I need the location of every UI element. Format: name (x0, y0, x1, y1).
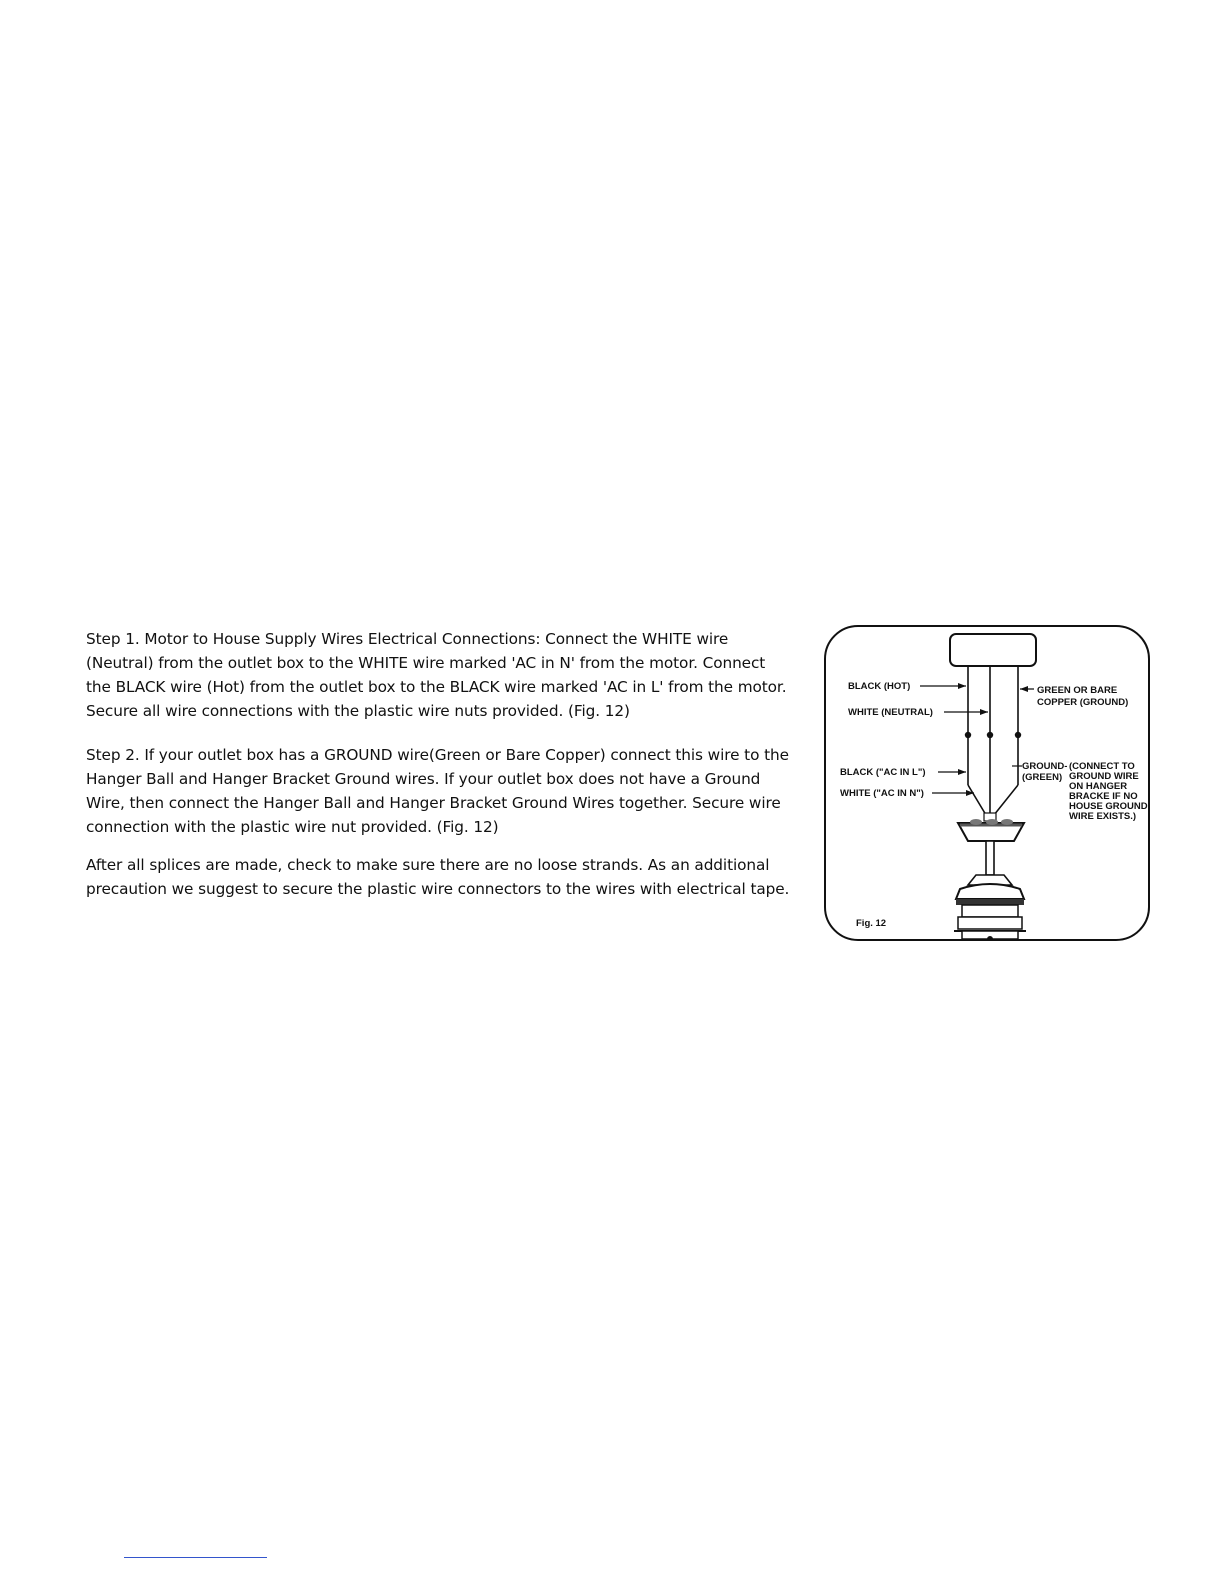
splice-note-text: After all splices are made, check to make sure there are no loose strands. As an additional precaution we suggest to secure the plastic wire connectors to the wires with electrical tape. (86, 856, 790, 898)
label-green-bare-2: COPPER (GROUND) (1037, 697, 1129, 708)
figure-caption: Fig. 12 (856, 918, 887, 929)
wiring-diagram (826, 627, 1150, 941)
downrod-shape (986, 841, 994, 875)
label-connect-4: BRACKE IF NO (1069, 791, 1138, 802)
motor-band (956, 899, 1024, 905)
motor-top-shape (956, 884, 1024, 899)
canopy-screw-mid (986, 819, 998, 825)
label-ground-2: (GREEN) (1022, 772, 1063, 783)
label-ground-1: GROUND- (1022, 761, 1068, 772)
label-connect-3: ON HANGER (1069, 781, 1128, 792)
step-2-text: Step 2. If your outlet box has a GROUND wire(Green or Bare Copper) connect this wire to the Hanger Ball and Hanger Bracket Ground wires. If your outlet box does not have a Ground Wire, then connect the Hanger Ball and Hanger Bracket Ground Wires together. Secure wire connection with the plastic wire nut provided. (Fig. 12) (86, 746, 789, 836)
canopy-screw-right (1001, 819, 1013, 825)
label-connect-6: WIRE EXISTS.) (1069, 811, 1137, 822)
step-1-text: Step 1. Motor to House Supply Wires Electrical Connections: Connect the WHITE wire (Neutral) from the outlet box to the WHITE wire marked 'AC in N' from the motor. Connect the BLACK wire (Hot) from the outlet box to the BLACK wire marked 'AC in L' from the motor. Secure all wire connections with the plastic wire nuts provided. (Fig. 12) (86, 630, 787, 720)
motor-lower-body (958, 917, 1022, 929)
wire-taper (968, 785, 1018, 815)
label-white-ac-n: WHITE ("AC IN N") (840, 788, 924, 799)
label-black-hot: BLACK (HOT) (848, 681, 911, 692)
label-connect-5: HOUSE GROUND (1069, 801, 1148, 812)
label-connect-2: GROUND WIRE (1069, 771, 1139, 782)
label-connect-1: (CONNECT TO (1069, 761, 1135, 772)
label-green-bare-1: GREEN OR BARE (1037, 685, 1118, 696)
label-white-neutral: WHITE (NEUTRAL) (848, 707, 933, 718)
canopy-screw-left (970, 819, 982, 825)
installation-instructions (86, 627, 791, 921)
motor-body (962, 905, 1018, 917)
label-black-ac-l: BLACK ("AC IN L") (840, 767, 926, 778)
wiring-diagram-figure (824, 625, 1150, 941)
outlet-box-shape (950, 634, 1036, 666)
footnote-rule (124, 1557, 267, 1558)
